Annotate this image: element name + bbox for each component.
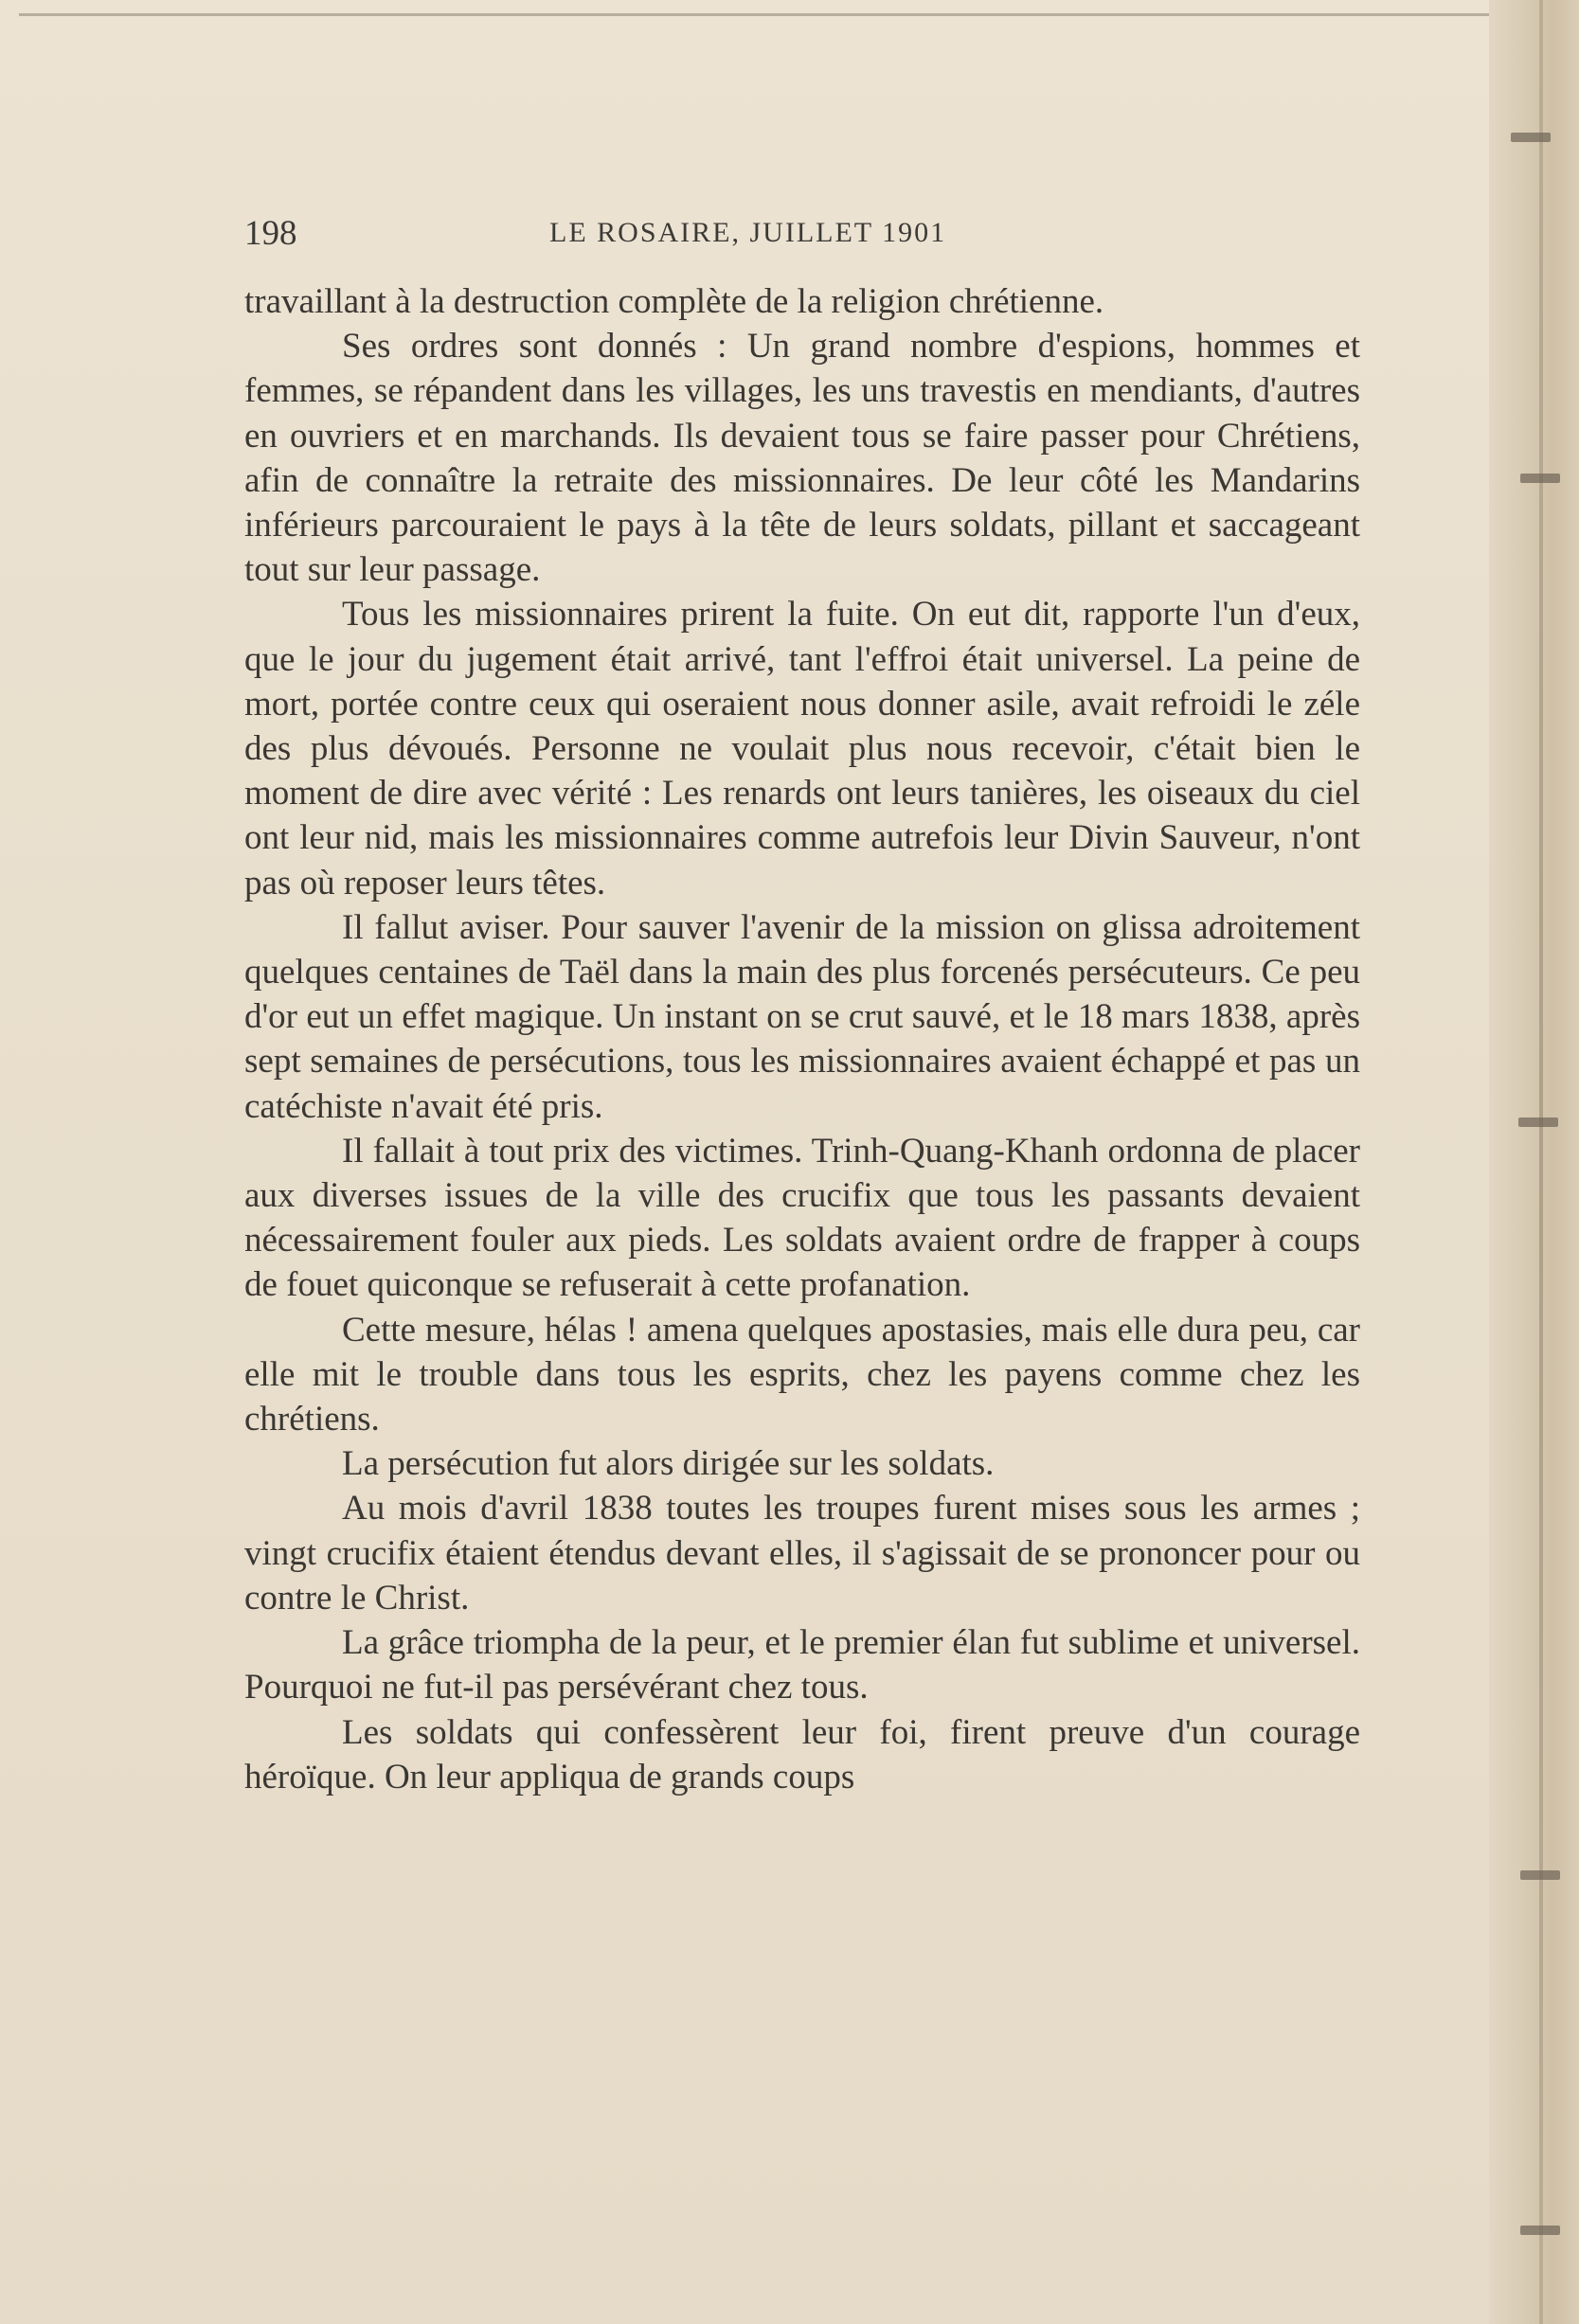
page-spine-edge [1489,0,1579,2324]
paragraph: La grâce triompha de la peur, et le premier élan fut sublime et universel. Pourquoi ne fut-il pas persévérant chez tous. [244,1623,1360,1707]
paragraph: travaillant à la destruction complète de la religion chrétienne. [244,282,1104,321]
page-number: 198 [244,214,297,253]
paragraph: Au mois d'avril 1838 toutes les troupes furent mises sous les armes ; vingt crucifix étaient étendus devant elles, il s'agissait de se prononcer pour ou contre le Christ. [244,1489,1360,1618]
binding-thread-mark [1520,2226,1560,2235]
paragraph: Il fallait à tout prix des victimes. Trinh-Quang-Khanh ordonna de placer aux diverses issues de la ville des crucifix que tous les passants devaient nécessairement fouler aux pieds. Les soldats avaient ordre de frapper à coups de fouet quiconque se refuserait à cette profanation. [244,1131,1360,1305]
paragraph: Tous les missionnaires prirent la fuite. On eut dit, rapporte l'un d'eux, que le jour du jugement était arrivé, tant l'effroi était universel. La peine de mort, portée contre ceux qui oseraient nous donner asile, avait refroidi le zéle des plus dévoués. Personne ne voulait plus nous recevoir, c'était bien le moment de dire avec vérité : Les renards ont leurs tanières, les oiseaux du ciel ont leur nid, mais les missionnaires comme autrefois leur Divin Sauveur, n'ont pas où reposer leurs têtes. [244,595,1360,903]
binding-thread-mark [1511,133,1551,142]
body-text [244,279,1360,1799]
paragraph: Cette mesure, hélas ! amena quelques apostasies, mais elle dura peu, car elle mit le trouble dans tous les esprits, chez les payens comme chez les chrétiens. [244,1310,1360,1439]
paragraph: Il fallut aviser. Pour sauver l'avenir de la mission on glissa adroitement quelques centaines de Taël dans la main des plus forcenés persécuteurs. Ce peu d'or eut un effet magique. Un instant on se crut sauvé, et le 18 mars 1838, après sept semaines de persécutions, tous les missionnaires avaient échappé et pas un catéchiste n'avait été pris. [244,907,1360,1126]
binding-thread-mark [1520,1870,1560,1880]
top-edge-rule [19,13,1534,16]
binding-thread-mark [1520,474,1560,483]
binding-thread-mark [1518,1117,1558,1127]
paragraph: Ses ordres sont donnés : Un grand nombre d'espions, hommes et femmes, se répandent dans les villages, les uns travestis en mendiants, d'autres en ouvriers et en marchands. Ils devaient tous se faire passer pour Chrétiens, afin de connaître la retraite des missionnaires. De leur côté les Mandarins inférieurs parcouraient le pays à la tête de leurs soldats, pillant et saccageant tout sur leur passage. [244,327,1360,590]
paragraph: Les soldats qui confessèrent leur foi, firent preuve d'un courage héroïque. On leur appliqua de grands coups [244,1712,1360,1797]
spine-crease [1539,0,1543,2324]
running-header [244,213,1353,262]
journal-title: LE ROSAIRE, JUILLET 1901 [549,217,947,248]
paragraph: La persécution fut alors dirigée sur les soldats. [342,1444,995,1484]
